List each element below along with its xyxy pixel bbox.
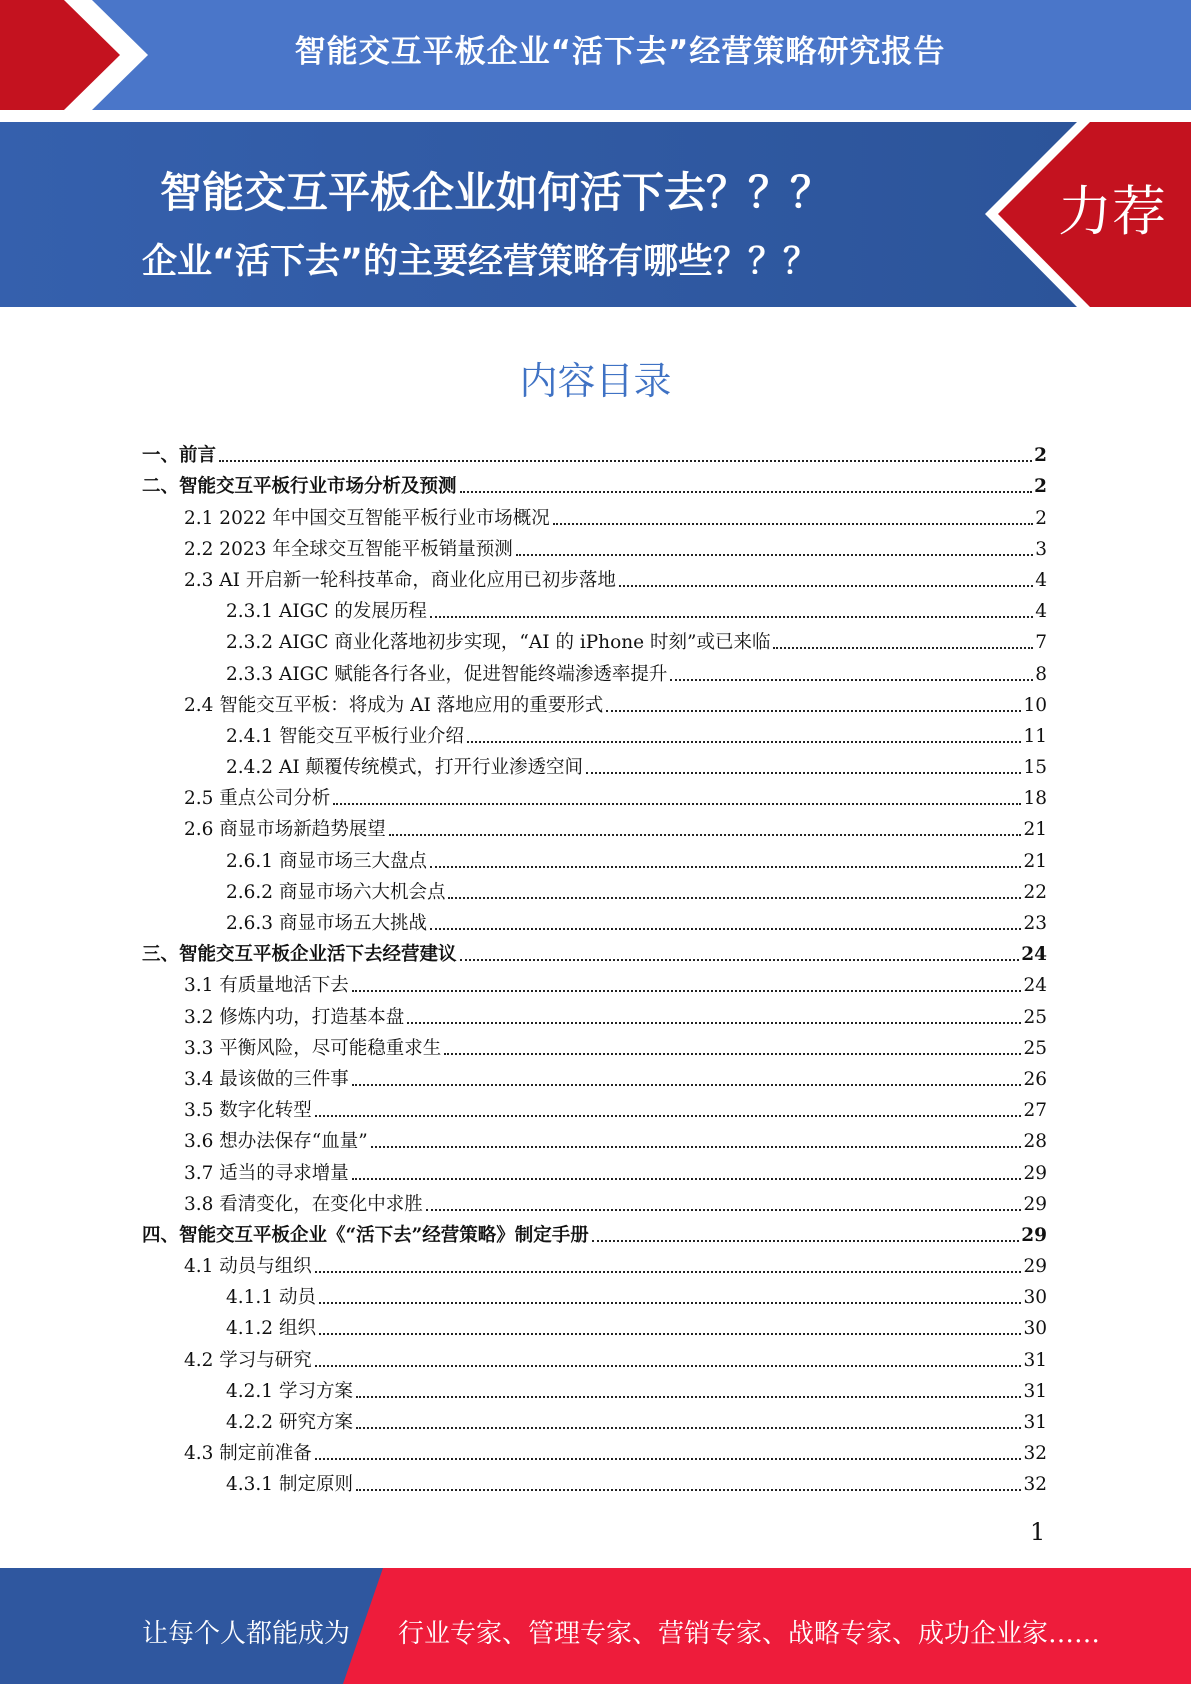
toc-entry-page: 4 (1035, 601, 1047, 623)
toc-entry-title: 4.1.2 组织 (226, 1318, 316, 1340)
recommend-badge: 力荐 (1058, 180, 1166, 243)
toc-dot-leader (516, 554, 1033, 556)
toc-dot-leader (356, 1396, 1022, 1398)
toc-entry[interactable] (142, 623, 1047, 654)
toc-entry-title: 3.7 适当的寻求增量 (184, 1162, 349, 1184)
report-title: 智能交互平板企业“活下去”经营策略研究报告 (294, 34, 946, 70)
toc-dot-leader (606, 710, 1021, 712)
toc-entry-title: 一、前言 (142, 445, 217, 467)
toc-entry[interactable] (142, 748, 1047, 779)
toc-entry[interactable] (142, 997, 1047, 1028)
toc-dot-leader (430, 616, 1033, 618)
toc-dot-leader (352, 990, 1022, 992)
toc-entry-page: 11 (1023, 725, 1047, 747)
toc-dot-leader (319, 1333, 1022, 1335)
toc-heading: 内容目录 (519, 359, 672, 403)
toc-entry[interactable] (142, 1340, 1047, 1371)
top-banner (0, 0, 1191, 110)
toc-entry-title: 4.3.1 制定原则 (226, 1474, 353, 1496)
toc-entry-page: 31 (1023, 1412, 1047, 1433)
toc-entry-title: 3.4 最该做的三件事 (184, 1068, 349, 1090)
toc-entry-page: 30 (1023, 1318, 1047, 1340)
toc-dot-leader (315, 1365, 1022, 1367)
toc-dot-leader (315, 1271, 1022, 1273)
toc-dot-leader (426, 1209, 1022, 1211)
toc-entry-title: 3.5 数字化转型 (184, 1100, 312, 1122)
toc-entry-page: 29 (1023, 1193, 1047, 1215)
toc-entry-page: 2 (1034, 445, 1047, 467)
toc-entry[interactable] (142, 779, 1047, 810)
toc-entry[interactable] (142, 592, 1047, 623)
toc-entry-page: 32 (1023, 1443, 1047, 1465)
toc-entry-page: 24 (1023, 975, 1047, 997)
toc-dot-leader (430, 866, 1021, 868)
toc-entry-title: 四、智能交互平板企业《“活下去”经营策略》制定手册 (142, 1224, 589, 1246)
toc-dot-leader (389, 834, 1022, 836)
toc-dot-leader (352, 1084, 1022, 1086)
toc-entry-title: 2.5 重点公司分析 (184, 788, 331, 810)
toc-entry-page: 29 (1023, 1162, 1047, 1184)
footer-slogan-right: 行业专家、管理专家、营销专家、战略专家、成功企业家…… (398, 1619, 1101, 1649)
toc-entry[interactable] (142, 654, 1047, 685)
toc-entry-title: 4.1 动员与组织 (184, 1256, 312, 1278)
toc-entry-title: 3.3 平衡风险，尽可能稳重求生 (184, 1037, 442, 1059)
toc-dot-leader (553, 523, 1033, 525)
toc-dot-leader (315, 1115, 1022, 1117)
toc-entry-page: 21 (1023, 850, 1047, 872)
toc-entry-title: 2.3.3 AIGC 赋能各行各业，促进智能终端渗透率提升 (226, 663, 668, 685)
toc-entry[interactable] (142, 1153, 1047, 1184)
toc-entry-title: 2.2 2023 年全球交互智能平板销量预测 (184, 538, 513, 560)
footer-band (0, 1568, 1191, 1684)
hero-question-1: 智能交互平板企业如何活下去？？？ (160, 168, 833, 217)
toc-entry[interactable] (142, 904, 1047, 935)
toc-entry[interactable] (142, 717, 1047, 748)
toc-dot-leader (592, 1240, 1019, 1242)
toc-entry-title: 二、智能交互平板行业市场分析及预测 (142, 476, 457, 498)
toc-entry[interactable] (142, 1278, 1047, 1309)
toc-entry-title: 2.6.3 商显市场五大挑战 (226, 913, 427, 934)
toc-entry-page: 25 (1023, 1006, 1047, 1028)
footer-slogan-left: 让每个人都能成为 (142, 1619, 351, 1649)
toc-entry[interactable] (142, 1185, 1047, 1216)
toc-entry-page: 3 (1035, 538, 1047, 560)
toc-entry-page: 7 (1035, 632, 1047, 654)
toc-entry[interactable] (142, 1309, 1047, 1340)
hero-band (0, 122, 1191, 307)
toc-entry-page: 30 (1023, 1287, 1047, 1309)
toc-entry-title: 2.6.1 商显市场三大盘点 (226, 850, 427, 872)
toc-entry-page: 26 (1023, 1068, 1047, 1090)
toc-entry-page: 23 (1023, 913, 1047, 934)
toc-entry-title: 2.1 2022 年中国交互智能平板行业市场概况 (184, 507, 550, 529)
toc-entry-title: 2.4.2 AI 颠覆传统模式，打开行业渗透空间 (226, 757, 584, 779)
toc-entry[interactable] (142, 467, 1047, 498)
toc-dot-leader (352, 1178, 1022, 1180)
toc-entry-title: 2.6 商显市场新趋势展望 (184, 819, 386, 841)
toc-entry-page: 10 (1023, 694, 1047, 716)
toc-entry-title: 3.8 看清变化，在变化中求胜 (184, 1193, 423, 1215)
toc-dot-leader (670, 679, 1033, 681)
toc-entry-title: 3.6 想办法保存“血量” (184, 1131, 368, 1153)
toc-entry-title: 2.6.2 商显市场六大机会点 (226, 881, 446, 903)
toc-entry-title: 2.3.2 AIGC 商业化落地初步实现，“AI 的 iPhone 时刻”或已来临 (226, 632, 771, 654)
toc-entry[interactable] (142, 1434, 1047, 1465)
toc-entry-title: 4.3 制定前准备 (184, 1443, 312, 1465)
toc-entry[interactable] (142, 1372, 1047, 1403)
toc-entry[interactable] (142, 1060, 1047, 1091)
toc-entry[interactable] (142, 841, 1047, 872)
toc-entry[interactable] (142, 966, 1047, 997)
toc-entry-title: 3.2 修炼内功，打造基本盘 (184, 1006, 405, 1028)
toc-entry[interactable] (142, 810, 1047, 841)
toc-entry-page: 2 (1034, 476, 1047, 498)
toc-entry-title: 2.4 智能交互平板：将成为 AI 落地应用的重要形式 (184, 694, 604, 716)
toc-entry-page: 31 (1023, 1380, 1047, 1402)
toc-dot-leader (315, 1458, 1022, 1460)
toc-entry[interactable] (142, 935, 1047, 966)
toc-entry-page: 29 (1021, 1224, 1047, 1246)
toc-dot-leader (356, 1489, 1022, 1491)
toc-entry-page: 22 (1023, 881, 1047, 903)
toc-entry-title: 2.3.1 AIGC 的发展历程 (226, 601, 427, 623)
toc-entry[interactable] (142, 1403, 1047, 1434)
toc-entry-title: 三、智能交互平板企业活下去经营建议 (142, 944, 457, 966)
toc-entry[interactable] (142, 1247, 1047, 1278)
toc-dot-leader (407, 1022, 1021, 1024)
toc-dot-leader (371, 1146, 1022, 1148)
toc-entry-title: 3.1 有质量地活下去 (184, 975, 349, 997)
toc-entry[interactable] (142, 1091, 1047, 1122)
toc-entry[interactable] (142, 1122, 1047, 1153)
toc-entry-page: 2 (1035, 507, 1047, 529)
toc-entry[interactable] (142, 1029, 1047, 1060)
toc-dot-leader (356, 1427, 1022, 1429)
toc-dot-leader (460, 491, 1033, 493)
toc-entry[interactable] (142, 498, 1047, 529)
toc-entry-page: 24 (1021, 944, 1047, 966)
toc-entry[interactable] (142, 686, 1047, 717)
toc-dot-leader (773, 647, 1033, 649)
toc-entry-page: 25 (1023, 1037, 1047, 1059)
toc-entry-title: 4.2.1 学习方案 (226, 1380, 353, 1402)
toc-entry-page: 27 (1023, 1100, 1047, 1122)
top-red-arrow (0, 0, 148, 110)
toc-entry-page: 32 (1023, 1474, 1047, 1496)
toc-entry-page: 15 (1023, 757, 1047, 779)
toc-dot-leader (586, 772, 1021, 774)
toc-dot-leader (448, 897, 1021, 899)
table-of-contents (142, 436, 1047, 1496)
toc-entry-title: 4.1.1 动员 (226, 1287, 316, 1309)
toc-entry-title: 2.4.1 智能交互平板行业介绍 (226, 725, 464, 747)
toc-dot-leader (460, 959, 1020, 961)
toc-entry-page: 31 (1023, 1349, 1047, 1371)
toc-entry-title: 4.2 学习与研究 (184, 1349, 312, 1371)
toc-entry-page: 29 (1023, 1256, 1047, 1278)
toc-entry[interactable] (142, 1216, 1047, 1247)
page-number: 1 (1030, 1518, 1046, 1546)
toc-entry-page: 4 (1035, 569, 1047, 591)
toc-dot-leader (219, 460, 1032, 462)
toc-entry-page: 18 (1023, 788, 1047, 810)
toc-entry[interactable] (142, 873, 1047, 904)
toc-entry-title: 2.3 AI 开启新一轮科技革命，商业化应用已初步落地 (184, 569, 616, 591)
toc-dot-leader (444, 1053, 1021, 1055)
toc-dot-leader (430, 928, 1021, 930)
toc-dot-leader (619, 585, 1033, 587)
toc-dot-leader (319, 1302, 1022, 1304)
toc-entry[interactable] (142, 1465, 1047, 1496)
toc-entry-title: 4.2.2 研究方案 (226, 1412, 353, 1433)
toc-entry[interactable] (142, 436, 1047, 467)
toc-entry-page: 8 (1035, 663, 1047, 685)
toc-entry[interactable] (142, 561, 1047, 592)
toc-entry-page: 28 (1023, 1131, 1047, 1153)
hero-question-2: 企业“活下去”的主要经营策略有哪些？？？ (142, 242, 819, 282)
toc-entry[interactable] (142, 530, 1047, 561)
toc-dot-leader (467, 741, 1021, 743)
toc-dot-leader (333, 803, 1021, 805)
toc-entry-page: 21 (1023, 819, 1047, 841)
